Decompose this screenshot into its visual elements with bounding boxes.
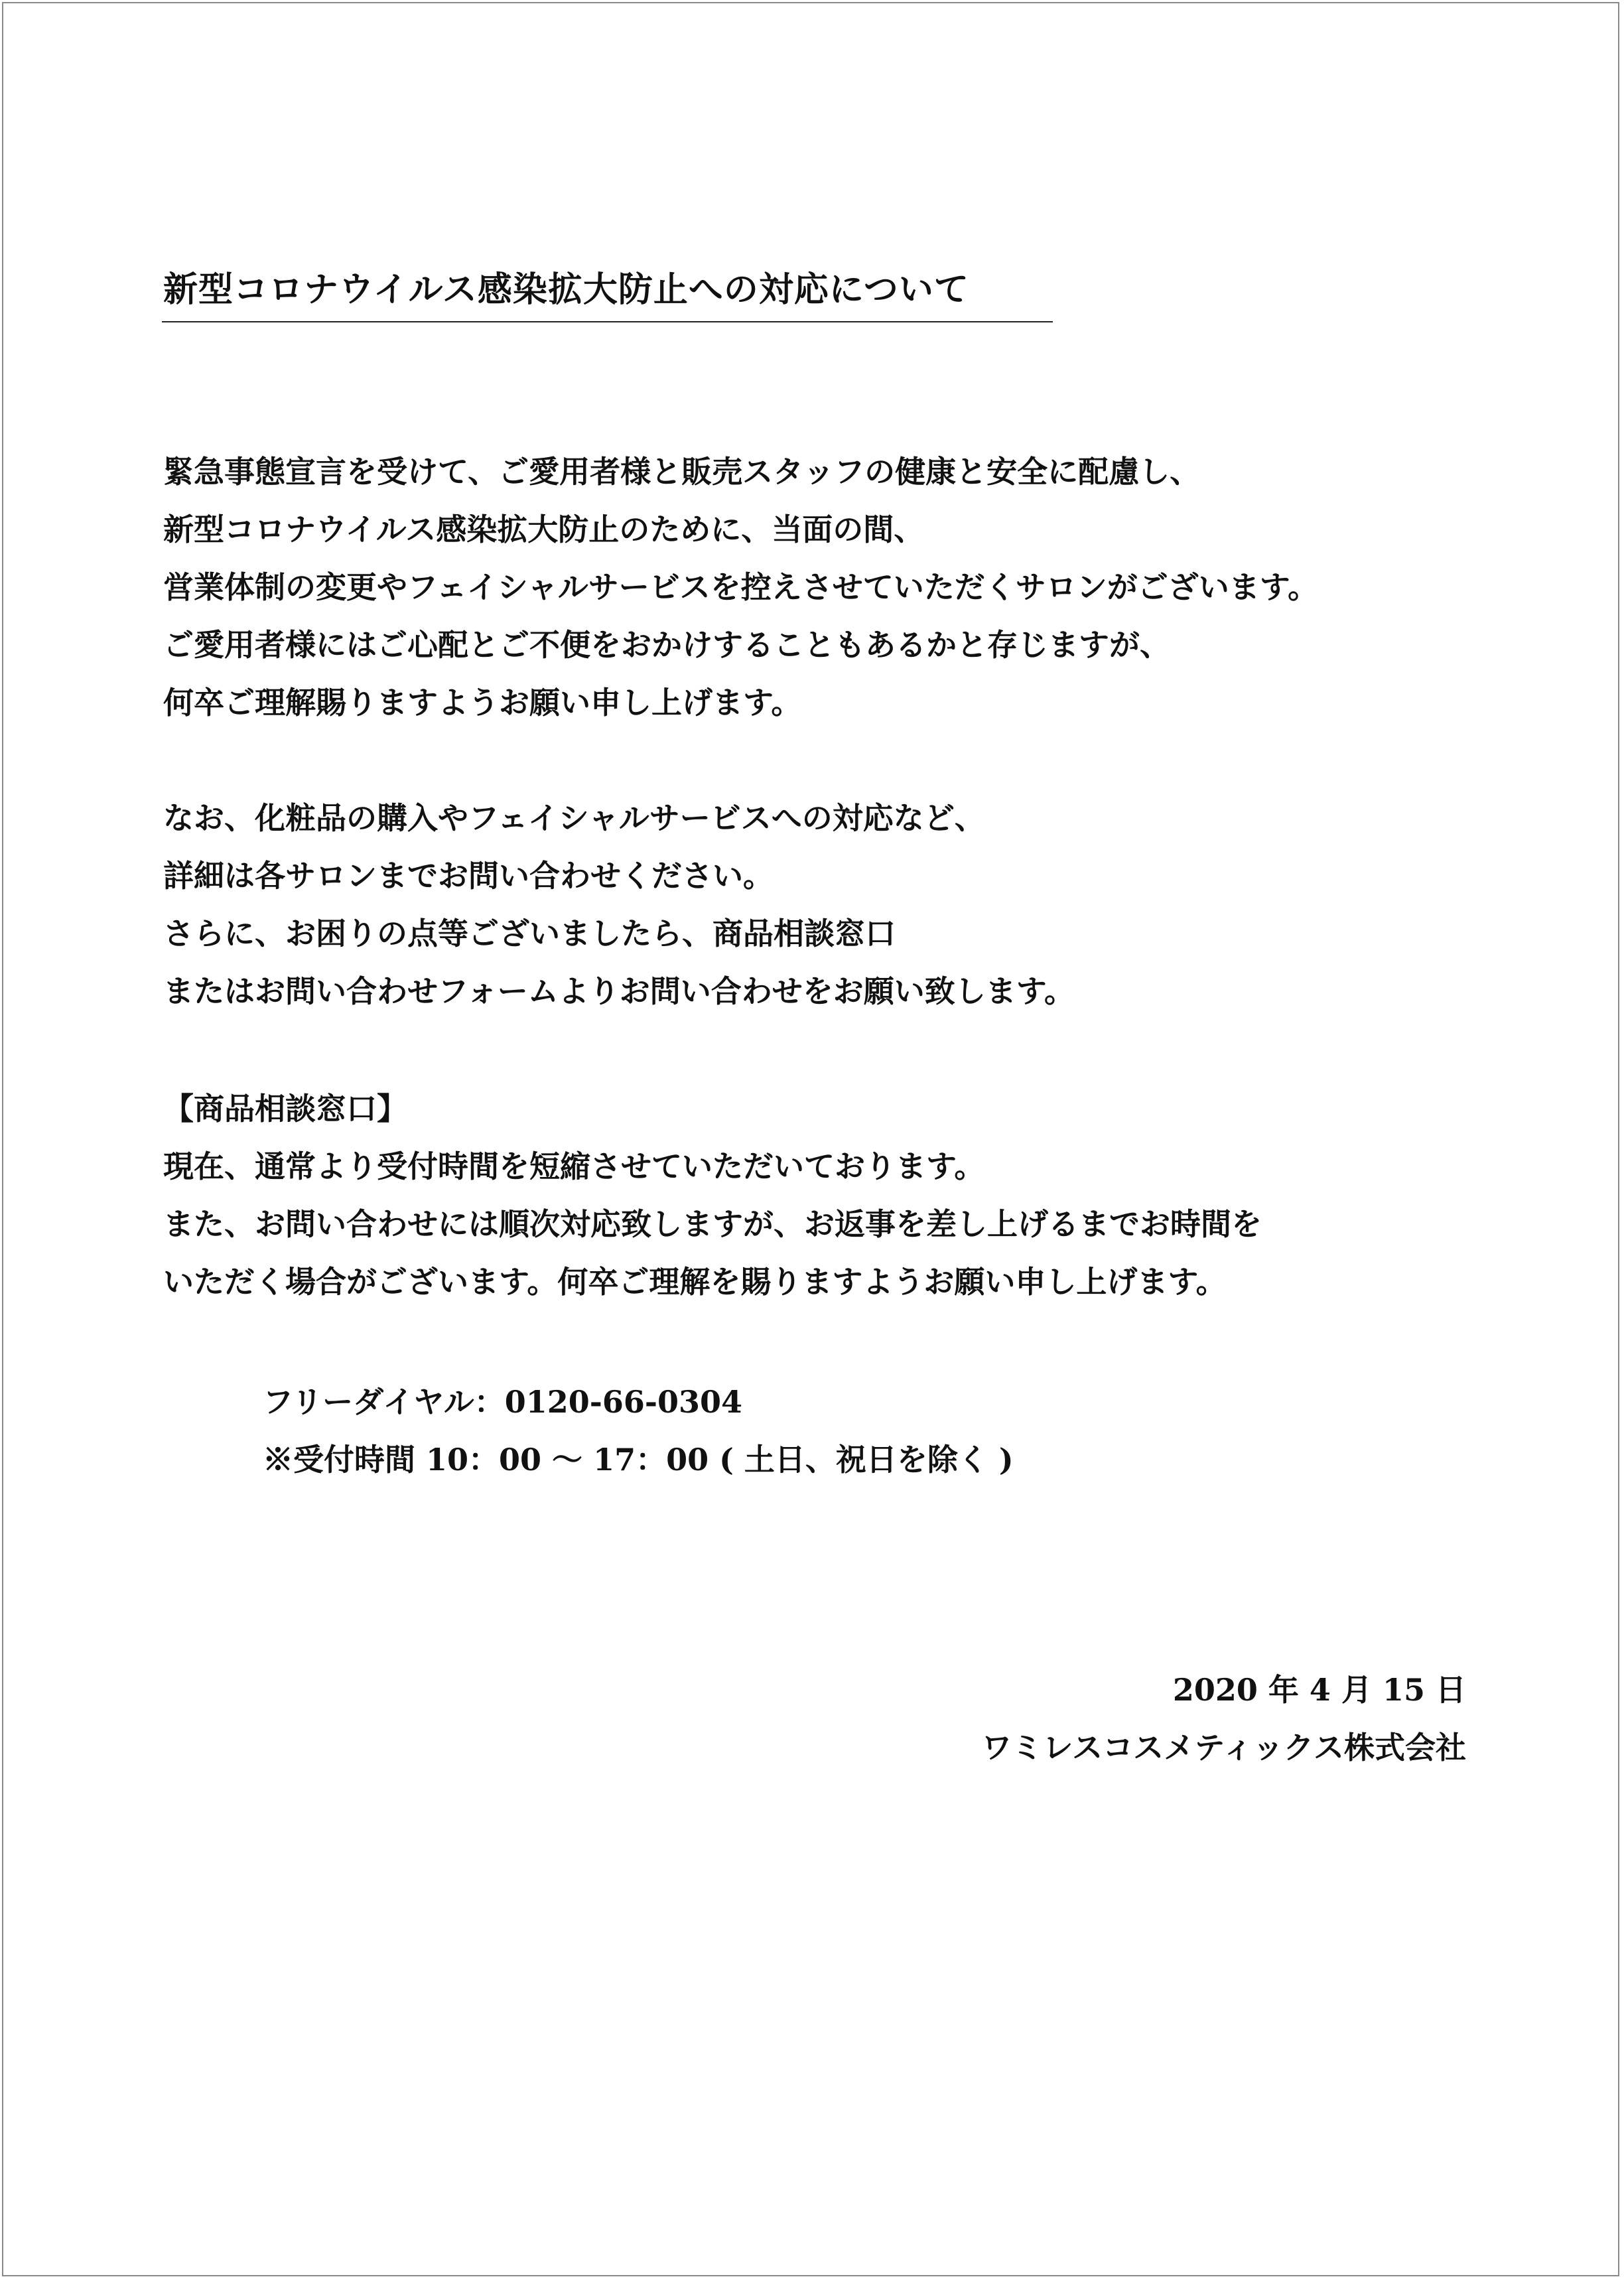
reception-hours: ※受付時間 10：00 ～ 17：00 ( 土日、祝日を除く ) — [263, 1442, 1014, 1478]
consultation-section — [163, 1080, 1262, 1311]
paragraph-line: 営業体制の変更やフェイシャルサービスを控えさせていただくサロンがございます。 — [163, 569, 1319, 605]
consultation-heading: 【商品相談窓口】 — [163, 1091, 407, 1127]
paragraph-line: 詳細は各サロンまでお問い合わせください。 — [163, 858, 774, 894]
paragraph-line: また、お問い合わせには順次対応致しますが、お返事を差し上げるまでお時間を — [163, 1206, 1262, 1242]
paragraph-line: 何卒ご理解賜りますようお願い申し上げます。 — [163, 685, 802, 721]
notice-paragraph-2 — [163, 790, 1075, 1020]
notice-paragraph-1 — [163, 443, 1318, 732]
signature-block — [982, 1661, 1466, 1777]
paragraph-line: いただく場合がございます。何卒ご理解を賜りますようお願い申し上げます。 — [163, 1264, 1227, 1300]
paragraph-line: さらに、お困りの点等ございましたら、商品相談窓口 — [163, 916, 896, 951]
issue-date: 2020 年 4 月 15 日 — [1172, 1672, 1466, 1708]
paragraph-line: 現在、通常より受付時間を短縮させていただいております。 — [163, 1148, 985, 1184]
company-name: ワミレスコスメティックス株式会社 — [981, 1730, 1466, 1765]
contact-info — [263, 1373, 1014, 1489]
paragraph-line: またはお問い合わせフォームよりお問い合わせをお願い致します。 — [163, 973, 1075, 1009]
paragraph-line: 新型コロナウイルス感染拡大防止のために、当面の間、 — [163, 512, 925, 547]
paragraph-line: なお、化粧品の購入やフェイシャルサービスへの対応など、 — [163, 800, 985, 836]
page-title: 新型コロナウイルス感染拡大防止への対応について — [163, 269, 969, 310]
free-dial-number: フリーダイヤル：0120-66-0304 — [263, 1384, 743, 1420]
paragraph-line: 緊急事態宣言を受けて、ご愛用者様と販売スタッフの健康と安全に配慮し、 — [163, 454, 1201, 490]
title-underline — [162, 321, 1053, 322]
paragraph-line: ご愛用者様にはご心配とご不便をおかけすることもあるかと存じますが、 — [163, 627, 1170, 663]
